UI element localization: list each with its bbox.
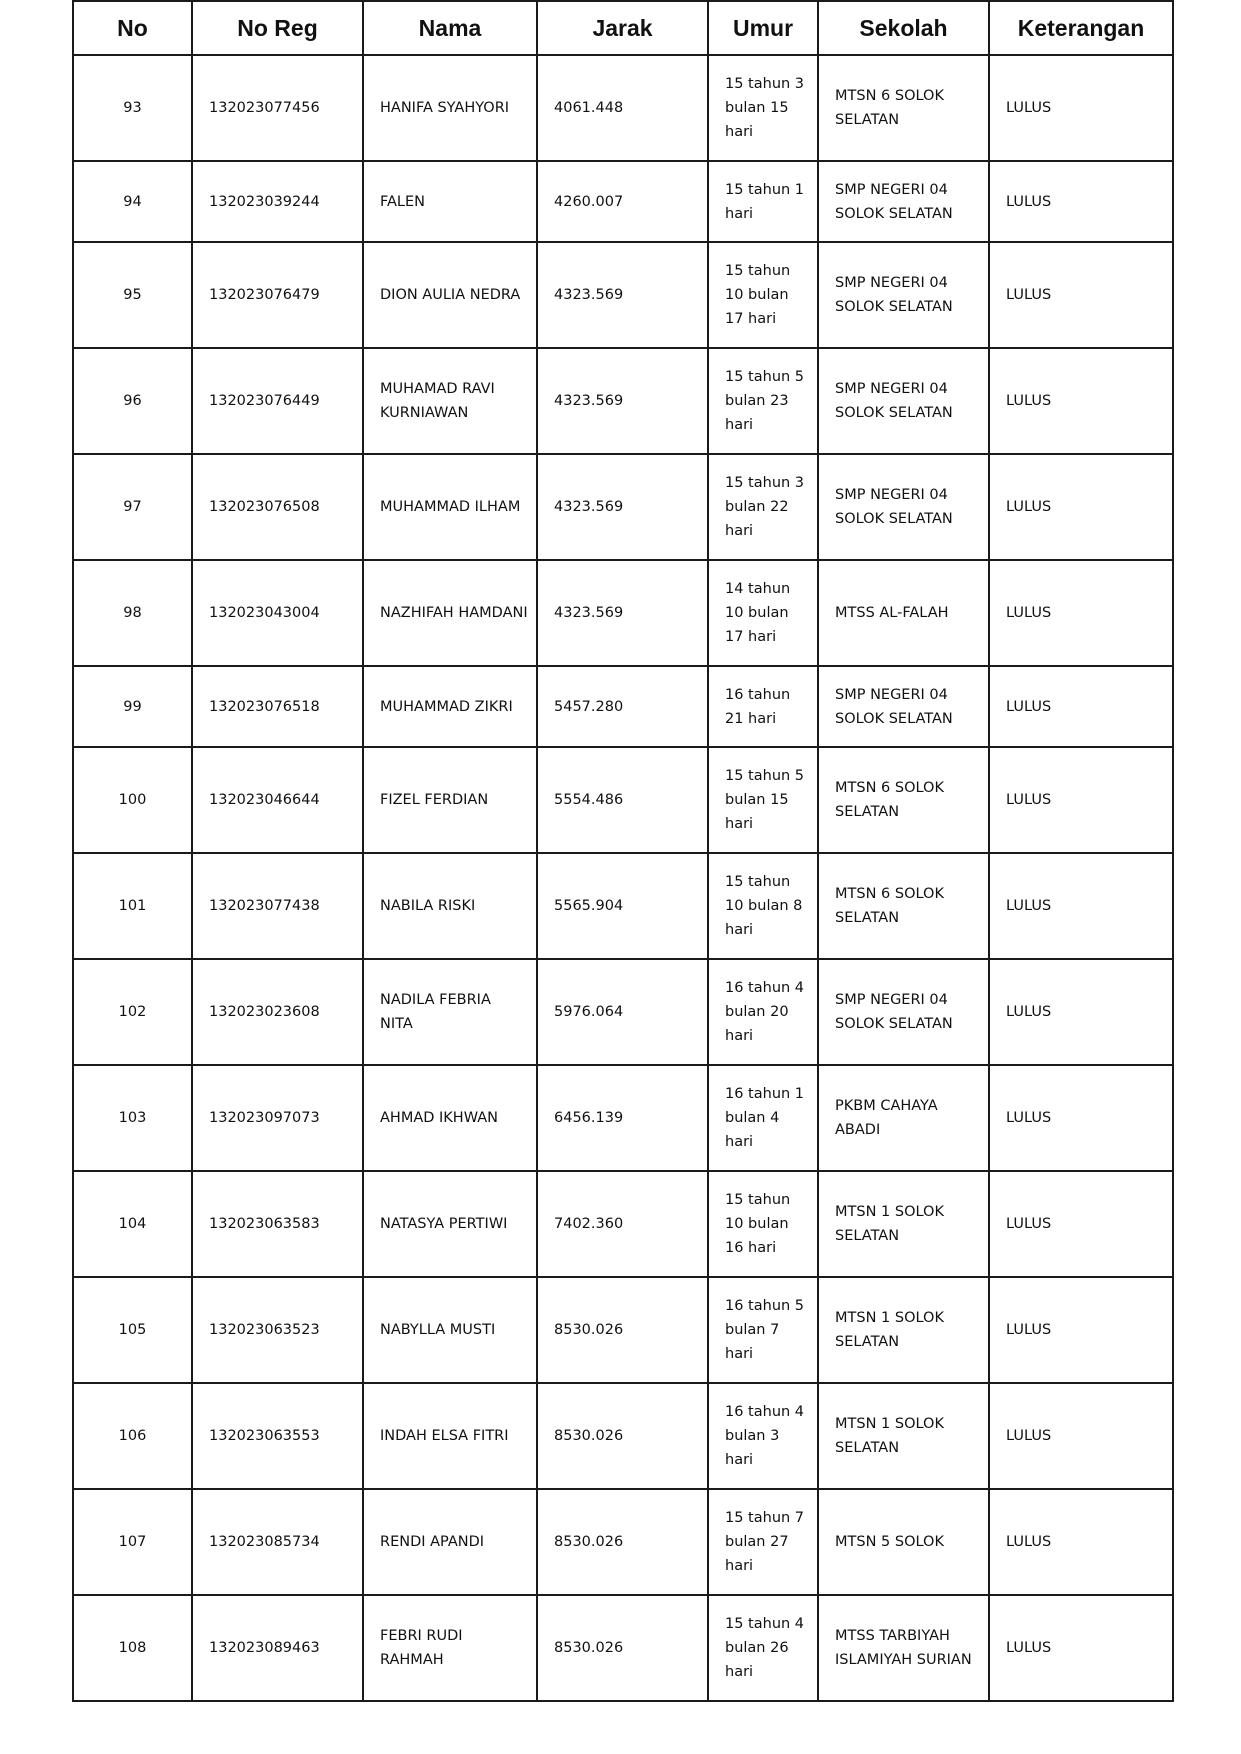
cell-sekolah: MTSN 5 SOLOK: [818, 1489, 989, 1595]
cell-umur: 16 tahun 4 bulan 20 hari: [708, 959, 818, 1065]
table-row: [73, 1171, 1173, 1277]
cell-keterangan: LULUS: [989, 1595, 1173, 1701]
table-row: [73, 348, 1173, 454]
cell-no-reg: 132023076508: [192, 454, 363, 560]
cell-jarak: 8530.026: [537, 1489, 708, 1595]
cell-jarak: 5976.064: [537, 959, 708, 1065]
cell-umur: 16 tahun 21 hari: [708, 666, 818, 747]
cell-no: 108: [73, 1595, 192, 1701]
cell-no-reg: 132023076449: [192, 348, 363, 454]
cell-keterangan: LULUS: [989, 348, 1173, 454]
cell-keterangan: LULUS: [989, 747, 1173, 853]
cell-no: 101: [73, 853, 192, 959]
cell-sekolah: MTSN 6 SOLOK SELATAN: [818, 747, 989, 853]
cell-nama: HANIFA SYAHYORI: [363, 55, 537, 161]
cell-jarak: 5554.486: [537, 747, 708, 853]
cell-no-reg: 132023063583: [192, 1171, 363, 1277]
table-row: [73, 1065, 1173, 1171]
cell-jarak: 6456.139: [537, 1065, 708, 1171]
cell-umur: 16 tahun 1 bulan 4 hari: [708, 1065, 818, 1171]
cell-sekolah: SMP NEGERI 04 SOLOK SELATAN: [818, 454, 989, 560]
cell-no-reg: 132023076518: [192, 666, 363, 747]
cell-no: 94: [73, 161, 192, 242]
header-keterangan: Keterangan: [989, 1, 1173, 55]
cell-keterangan: LULUS: [989, 55, 1173, 161]
cell-umur: 15 tahun 10 bulan 17 hari: [708, 242, 818, 348]
cell-nama: MUHAMMAD ZIKRI: [363, 666, 537, 747]
header-no: No: [73, 1, 192, 55]
header-row: [73, 1, 1173, 55]
cell-umur: 16 tahun 4 bulan 3 hari: [708, 1383, 818, 1489]
table-row: [73, 747, 1173, 853]
table-row: [73, 959, 1173, 1065]
cell-umur: 15 tahun 4 bulan 26 hari: [708, 1595, 818, 1701]
cell-keterangan: LULUS: [989, 1065, 1173, 1171]
cell-umur: 15 tahun 5 bulan 15 hari: [708, 747, 818, 853]
cell-no: 95: [73, 242, 192, 348]
header-sekolah: Sekolah: [818, 1, 989, 55]
table-row: [73, 1595, 1173, 1701]
cell-jarak: 8530.026: [537, 1595, 708, 1701]
cell-sekolah: MTSN 6 SOLOK SELATAN: [818, 853, 989, 959]
table-row: [73, 560, 1173, 666]
cell-sekolah: SMP NEGERI 04 SOLOK SELATAN: [818, 666, 989, 747]
cell-sekolah: SMP NEGERI 04 SOLOK SELATAN: [818, 161, 989, 242]
cell-nama: MUHAMMAD ILHAM: [363, 454, 537, 560]
table-header: [73, 1, 1173, 55]
cell-nama: RENDI APANDI: [363, 1489, 537, 1595]
cell-jarak: 4061.448: [537, 55, 708, 161]
header-nama: Nama: [363, 1, 537, 55]
results-table: [72, 0, 1174, 1702]
cell-no: 98: [73, 560, 192, 666]
cell-no: 103: [73, 1065, 192, 1171]
cell-nama: INDAH ELSA FITRI: [363, 1383, 537, 1489]
cell-no-reg: 132023089463: [192, 1595, 363, 1701]
cell-sekolah: MTSN 1 SOLOK SELATAN: [818, 1171, 989, 1277]
cell-jarak: 5457.280: [537, 666, 708, 747]
cell-keterangan: LULUS: [989, 1383, 1173, 1489]
cell-jarak: 4323.569: [537, 242, 708, 348]
table-row: [73, 161, 1173, 242]
cell-no-reg: 132023043004: [192, 560, 363, 666]
cell-jarak: 4323.569: [537, 454, 708, 560]
cell-nama: FALEN: [363, 161, 537, 242]
cell-umur: 15 tahun 10 bulan 8 hari: [708, 853, 818, 959]
cell-jarak: 4323.569: [537, 560, 708, 666]
cell-keterangan: LULUS: [989, 454, 1173, 560]
cell-sekolah: MTSN 1 SOLOK SELATAN: [818, 1383, 989, 1489]
cell-umur: 16 tahun 5 bulan 7 hari: [708, 1277, 818, 1383]
cell-keterangan: LULUS: [989, 666, 1173, 747]
cell-sekolah: MTSN 6 SOLOK SELATAN: [818, 55, 989, 161]
cell-jarak: 5565.904: [537, 853, 708, 959]
table-row: [73, 1383, 1173, 1489]
cell-umur: 15 tahun 10 bulan 16 hari: [708, 1171, 818, 1277]
header-no-reg: No Reg: [192, 1, 363, 55]
cell-no-reg: 132023076479: [192, 242, 363, 348]
cell-no: 104: [73, 1171, 192, 1277]
header-umur: Umur: [708, 1, 818, 55]
cell-no: 105: [73, 1277, 192, 1383]
table-row: [73, 853, 1173, 959]
table-row: [73, 1277, 1173, 1383]
cell-nama: NABILA RISKI: [363, 853, 537, 959]
cell-no-reg: 132023063553: [192, 1383, 363, 1489]
table-row: [73, 55, 1173, 161]
cell-keterangan: LULUS: [989, 959, 1173, 1065]
cell-umur: 14 tahun 10 bulan 17 hari: [708, 560, 818, 666]
cell-sekolah: SMP NEGERI 04 SOLOK SELATAN: [818, 959, 989, 1065]
cell-sekolah: PKBM CAHAYA ABADI: [818, 1065, 989, 1171]
cell-no-reg: 132023077438: [192, 853, 363, 959]
cell-nama: AHMAD IKHWAN: [363, 1065, 537, 1171]
cell-no-reg: 132023046644: [192, 747, 363, 853]
cell-no: 96: [73, 348, 192, 454]
cell-no-reg: 132023077456: [192, 55, 363, 161]
cell-keterangan: LULUS: [989, 853, 1173, 959]
cell-sekolah: SMP NEGERI 04 SOLOK SELATAN: [818, 348, 989, 454]
cell-nama: DION AULIA NEDRA: [363, 242, 537, 348]
table-row: [73, 666, 1173, 747]
cell-jarak: 8530.026: [537, 1277, 708, 1383]
cell-jarak: 4323.569: [537, 348, 708, 454]
cell-nama: NATASYA PERTIWI: [363, 1171, 537, 1277]
cell-jarak: 8530.026: [537, 1383, 708, 1489]
cell-no: 106: [73, 1383, 192, 1489]
cell-no: 97: [73, 454, 192, 560]
cell-nama: FIZEL FERDIAN: [363, 747, 537, 853]
header-jarak: Jarak: [537, 1, 708, 55]
cell-no-reg: 132023063523: [192, 1277, 363, 1383]
cell-nama: MUHAMAD RAVI KURNIAWAN: [363, 348, 537, 454]
table-row: [73, 1489, 1173, 1595]
cell-keterangan: LULUS: [989, 1171, 1173, 1277]
table-row: [73, 242, 1173, 348]
cell-sekolah: MTSS AL-FALAH: [818, 560, 989, 666]
cell-jarak: 7402.360: [537, 1171, 708, 1277]
cell-keterangan: LULUS: [989, 560, 1173, 666]
cell-keterangan: LULUS: [989, 1489, 1173, 1595]
cell-no-reg: 132023085734: [192, 1489, 363, 1595]
table-row: [73, 454, 1173, 560]
cell-sekolah: MTSS TARBIYAH ISLAMIYAH SURIAN: [818, 1595, 989, 1701]
cell-no-reg: 132023039244: [192, 161, 363, 242]
cell-nama: NADILA FEBRIA NITA: [363, 959, 537, 1065]
cell-umur: 15 tahun 1 hari: [708, 161, 818, 242]
cell-umur: 15 tahun 3 bulan 15 hari: [708, 55, 818, 161]
cell-nama: NAZHIFAH HAMDANI: [363, 560, 537, 666]
cell-no: 100: [73, 747, 192, 853]
table-body: [73, 55, 1173, 1701]
cell-no: 99: [73, 666, 192, 747]
cell-jarak: 4260.007: [537, 161, 708, 242]
cell-nama: NABYLLA MUSTI: [363, 1277, 537, 1383]
cell-keterangan: LULUS: [989, 242, 1173, 348]
cell-keterangan: LULUS: [989, 1277, 1173, 1383]
cell-sekolah: MTSN 1 SOLOK SELATAN: [818, 1277, 989, 1383]
results-table-container: [72, 0, 1172, 1702]
cell-umur: 15 tahun 5 bulan 23 hari: [708, 348, 818, 454]
cell-keterangan: LULUS: [989, 161, 1173, 242]
cell-no: 102: [73, 959, 192, 1065]
cell-sekolah: SMP NEGERI 04 SOLOK SELATAN: [818, 242, 989, 348]
cell-no: 107: [73, 1489, 192, 1595]
cell-no: 93: [73, 55, 192, 161]
cell-no-reg: 132023023608: [192, 959, 363, 1065]
cell-umur: 15 tahun 3 bulan 22 hari: [708, 454, 818, 560]
cell-nama: FEBRI RUDI RAHMAH: [363, 1595, 537, 1701]
cell-umur: 15 tahun 7 bulan 27 hari: [708, 1489, 818, 1595]
cell-no-reg: 132023097073: [192, 1065, 363, 1171]
